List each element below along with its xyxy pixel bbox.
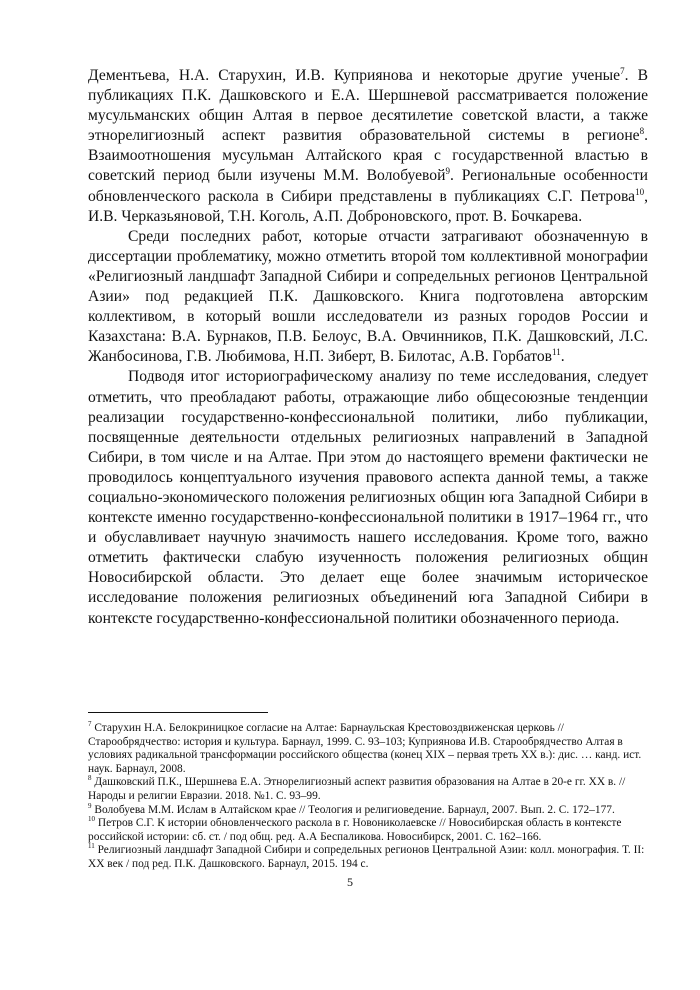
footnote-separator	[88, 712, 268, 713]
footnotes	[88, 722, 648, 872]
footnote-9	[88, 801, 648, 818]
footnote-text: Религиозный ландшафт Западной Сибири и сопредельных регионов Центральной Азии: колл. монография. Т. II: XX век / под ред. П.К. Дашковского. Барнаул, 2015. 194 с.	[88, 844, 645, 870]
text-run: . В публикациях П.К. Дашковского и Е.А. Шершневой рассматривается положение мусульманских общин Алтая в первое десятилетие советской власти, а также этнорелигиозный аспект развития образовательной системы в регионе	[88, 67, 648, 145]
footnote-7	[88, 722, 648, 776]
text-run: Среди последних работ, которые отчасти затрагивают обозначенную в диссертации проблематику, можно отметить второй том коллективной монографии «Религиозный ландшафт Западной Сибири и сопредельных регионов Центральной Азии» под редакцией П.К. Дашковского. Книга подготовлена авторским коллективом, в который вошли исследователи из разных городов России и Казахстана: В.А. Бурнаков, П.В. Белоус, В.А. Овчинников, П.К. Дашковский, Л.С. Жанбосинова, Г.В. Любимова, Н.П. Зиберт, В. Билотас, А.В. Горбатов	[88, 227, 648, 366]
footnote-ref-7: 7	[620, 65, 625, 76]
footnote-ref-10: 10	[635, 186, 645, 197]
paragraph-1	[88, 66, 648, 227]
footnote-number: 10	[88, 815, 95, 824]
text-run: . Региональные особенности обновленческого раскола в Сибири представлены в публикациях С.Г. Петрова	[88, 167, 649, 205]
footnote-text: Петров С.Г. К истории обновленческого раскола в г. Новониколаевске // Новосибирская область в контексте российской истории: сб. ст. / под общ. ред. А.А Беспаликова. Новосибирск, 2001. С. 162–166.	[88, 817, 622, 843]
text-run: , И.В. Черказьяновой, Т.Н. Коголь, А.П. Доброновского, прот. В. Бочкарева.	[88, 187, 648, 225]
footnote-ref-9: 9	[445, 166, 450, 177]
page-number: 5	[347, 875, 353, 889]
footnote-number: 8	[88, 774, 92, 783]
footnote-number: 9	[88, 801, 92, 810]
footnote-text: Старухин Н.А. Белокриницкое согласие на Алтае: Барнаульская Крестовоздвиженская церковь // Старообрядчество: история и культура. Барнаул, 1999. С. 93–103; Куприянова И.В. Старообрядчество Алтая в условиях радикальной трансформации российского общества (конец XIX – первая треть XX в.): дис. … канд. ист. наук. Барнаул, 2008.	[88, 722, 642, 775]
footnote-ref-8: 8	[639, 126, 645, 137]
text-run: Дементьева, Н.А. Старухин, И.В. Куприянова и некоторые другие ученые	[88, 67, 621, 84]
footnote-number: 11	[88, 842, 95, 851]
paragraph-3	[88, 367, 648, 628]
footnote-10	[88, 817, 648, 844]
paragraph-2	[88, 227, 648, 368]
text-run: . Взаимоотношения мусульман Алтайского края с государственной властью в советский период были изучены М.М. Волобуевой	[88, 127, 648, 185]
footnote-8	[88, 776, 648, 803]
main-text	[88, 66, 648, 629]
footnote-ref-11: 11	[552, 347, 561, 358]
footnote-number: 7	[88, 720, 92, 729]
footnote-text: Дашковский П.К., Шершнева Е.А. Этнорелигиозный аспект развития образования на Алтае в 20-е гг. XX в. // Народы и религии Евразии. 2018. №1. С. 93–99.	[88, 776, 626, 802]
footnote-text: Волобуева М.М. Ислам в Алтайском крае // Теология и религиоведение. Барнаул, 2007. Вып. 2. С. 172–177.	[91, 803, 615, 816]
text-run: .	[560, 348, 565, 366]
footnote-11	[88, 844, 648, 871]
text-run: Подводя итог историографическому анализу по теме исследования, следует отметить, что преобладают работы, отражающие либо общесоюзные тенденции реализации государственно-конфессиональной политики, либо публикации, посвященные деятельности отдельных религиозных направлений в Западной Сибири, в том числе и на Алтае. При этом до настоящего времени фактически не проводилось концептуального изучения правового аспекта данной темы, а также социально-экономического положения религиозных общин юга Западной Сибири в контексте именно государственно-конфессиональной политики в 1917–1964 гг., что и обуславливает научную значимость нашего исследования. Кроме того, важно отметить фактически слабую изученность положения религиозных общин Новосибирской области. Это делает еще более значимым историческое исследование положения религиозных объединений юга Западной Сибири в контексте государственно-конфессиональной политики обозначенного периода.	[88, 368, 648, 627]
